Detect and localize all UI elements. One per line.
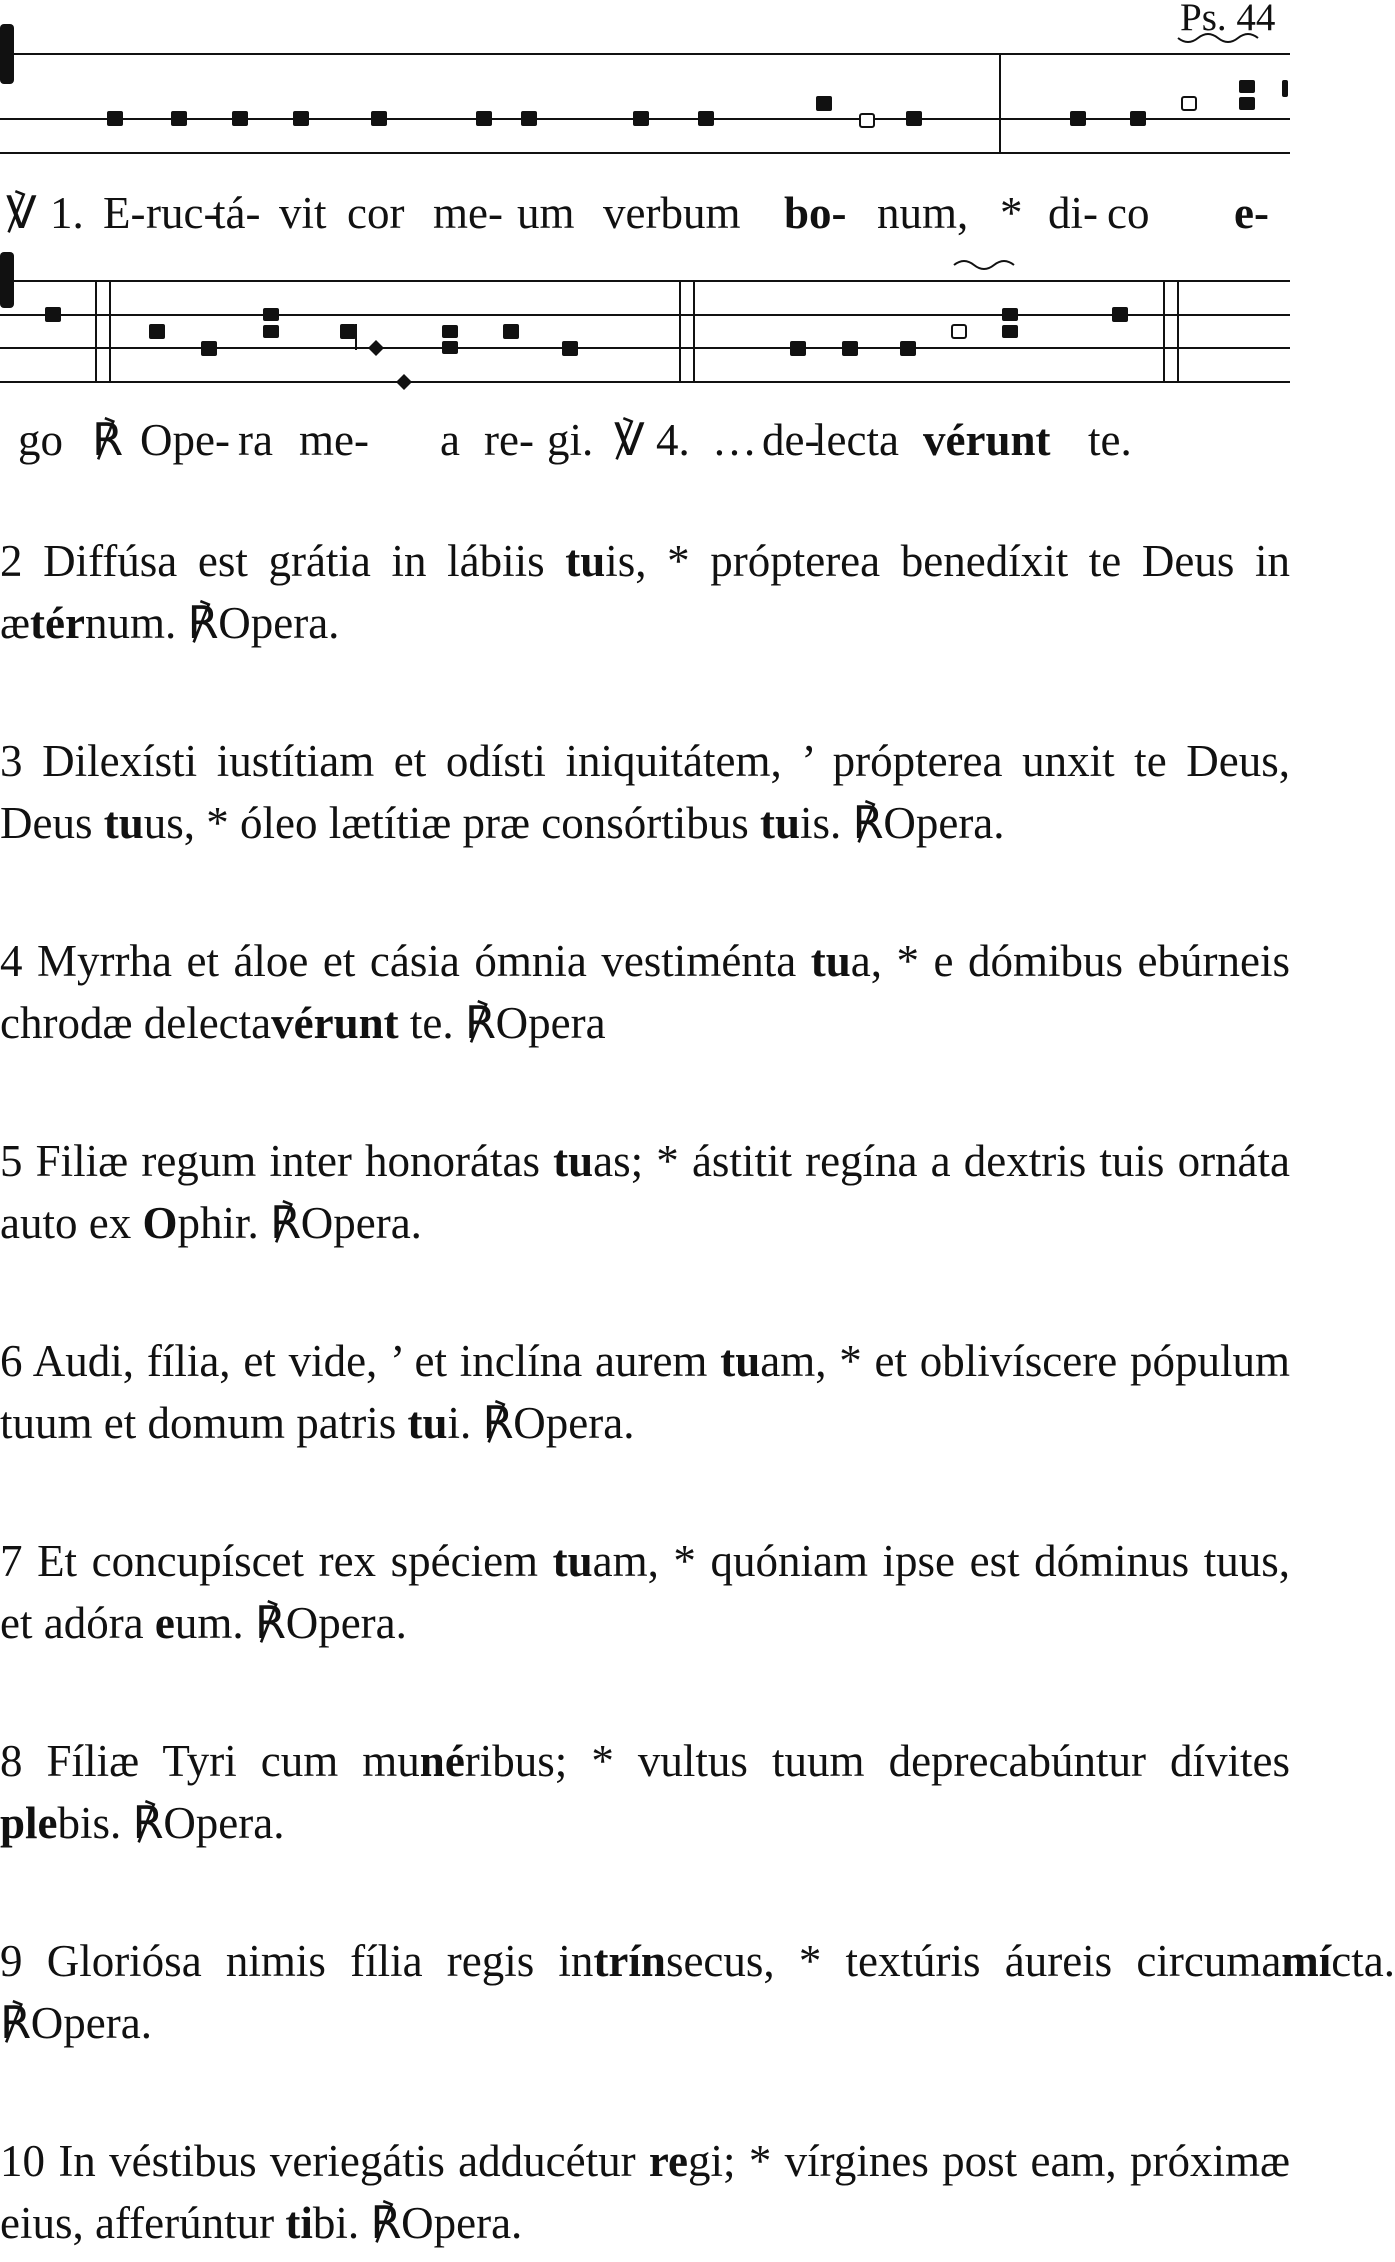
verse-text: a, * e dómibus ebúrneis chrodæ delecta: [0, 936, 1290, 1048]
verse-text: num. ℟Opera.: [84, 598, 340, 648]
verse-text: 5 Filiæ regum inter honorátas: [0, 1136, 554, 1186]
syllable: me-: [433, 188, 503, 238]
syllable: E-: [103, 188, 146, 238]
verse-text: is, * própterea benedíxit te Deus in æ: [0, 536, 1290, 648]
verse-text: am, * et oblivíscere pópulum tuum et domum patris: [0, 1336, 1290, 1448]
syllable: num,: [877, 188, 969, 238]
syllable: ra: [238, 415, 273, 465]
verse-7: [0, 1530, 1290, 1654]
episema-mark: [954, 261, 1014, 269]
accent-syllable: tu: [552, 1536, 593, 1586]
syllable: tá-: [213, 188, 261, 238]
syllable: a: [440, 415, 460, 465]
clef-staff-2: [0, 252, 14, 308]
verse-text: secus, * textúris áureis circuma: [665, 1936, 1282, 1986]
verse-text: 4 Myrrha et áloe et cásia ómnia vestiménta: [0, 936, 811, 986]
accent-syllable: re: [648, 2136, 689, 2186]
accent-syllable: tu: [720, 1336, 761, 1386]
verse-8: [0, 1730, 1290, 1854]
chant-notation: [0, 0, 1395, 480]
syllable: 4.: [656, 415, 690, 465]
verse-text: 8 Fíliæ Tyri cum mu: [0, 1736, 420, 1786]
verse-text: 10 In véstibus veriegátis adducétur: [0, 2136, 649, 2186]
syllable: verbum: [603, 188, 741, 238]
accent-syllable: tu: [553, 1136, 594, 1186]
verse-4: [0, 930, 1290, 1054]
verse-text: us, * óleo lætítiæ præ consórtibus: [143, 798, 761, 848]
staff-1: [0, 54, 1290, 153]
syllable: ℟: [92, 415, 123, 465]
syllable: bo-: [784, 188, 847, 238]
syllable: cor: [347, 188, 405, 238]
accent-syllable: O: [142, 1198, 178, 1248]
verse-text: 7 Et concupíscet rex spéciem: [0, 1536, 553, 1586]
psalm-label: Ps. 44: [1180, 0, 1276, 39]
syllable: te.: [1088, 415, 1132, 465]
verse-text: ribus; * vultus tuum deprecabúntur dívites: [464, 1736, 1290, 1786]
verse-text: as; * ástitit regína a dextris tuis ornáta auto ex: [0, 1136, 1291, 1248]
clef-staff-1: [0, 24, 14, 84]
accent-syllable: né: [419, 1736, 465, 1786]
verse-text: 3 Dilexísti iustítiam et odísti iniquitátem, ’ própterea unxit te Deus, Deus: [0, 736, 1290, 848]
verse-3: [0, 730, 1290, 854]
verse-5: [0, 1130, 1290, 1254]
syllable: e-: [1234, 188, 1269, 238]
syllable: co: [1107, 188, 1150, 238]
verse-2: [0, 530, 1290, 654]
syllable: ℣: [614, 415, 645, 465]
syllable: um: [517, 188, 575, 238]
syllable: Ope-: [140, 415, 230, 465]
syllable: 1.: [50, 188, 84, 238]
verse-text: gi; * vírgines post eam, próximæ eius, afferúntur: [0, 2136, 1290, 2248]
accent-syllable: trín: [593, 1936, 666, 1986]
verse-10: [0, 2130, 1290, 2254]
verse-text: um. ℟Opera.: [174, 1598, 407, 1648]
accent-syllable: tu: [565, 536, 606, 586]
syllable: ℣: [6, 188, 37, 238]
accent-syllable: mí: [1281, 1936, 1332, 1986]
syllable: lecta: [814, 415, 899, 465]
verse-text: is. ℟Opera.: [800, 798, 1005, 848]
accent-syllable: tu: [103, 798, 144, 848]
accent-syllable: tu: [407, 1398, 448, 1448]
syllable: re-: [484, 415, 534, 465]
verse-text: am, * quóniam ipse est dóminus tuus, et adóra: [0, 1536, 1290, 1648]
verse-text: bis. ℟Opera.: [57, 1798, 285, 1848]
verse-text: bi. ℟Opera.: [312, 2198, 523, 2248]
verse-text: cta. ℟Opera.: [0, 1936, 1395, 2048]
verse-9: [0, 1930, 1395, 2054]
syllable: go: [18, 415, 63, 465]
verse-text: 9 Gloriósa nimis fília regis in: [0, 1936, 594, 1986]
verse-text: phir. ℟Opera.: [177, 1198, 422, 1248]
verse-text: 6 Audi, fília, et vide, ’ et inclína aurem: [0, 1336, 721, 1386]
accent-syllable: e: [154, 1598, 175, 1648]
syllable: di-: [1048, 188, 1098, 238]
staff-2: [0, 281, 1290, 382]
accent-syllable: vérunt: [271, 998, 399, 1048]
accent-syllable: tu: [810, 936, 851, 986]
accent-syllable: tér: [30, 598, 85, 648]
syllable: vit: [279, 188, 327, 238]
verse-text: 2 Diffúsa est grátia in lábiis: [0, 536, 566, 586]
accent-syllable: tu: [760, 798, 801, 848]
syllable: de-: [762, 415, 820, 465]
accent-syllable: ple: [0, 1798, 58, 1848]
syllable: me-: [299, 415, 369, 465]
syllable: ruc-: [146, 188, 219, 238]
verse-6: [0, 1330, 1290, 1454]
syllable: gi.: [547, 415, 594, 465]
lyrics-line-1: [6, 188, 1269, 238]
syllable: …: [712, 415, 757, 465]
accent-syllable: ti: [285, 2198, 313, 2248]
verse-text: i. ℟Opera.: [447, 1398, 635, 1448]
syllable: *: [1000, 188, 1023, 238]
verse-text: te. ℟Opera: [398, 998, 606, 1048]
syllable: vérunt: [923, 415, 1051, 465]
lyrics-line-2: [18, 415, 1132, 465]
